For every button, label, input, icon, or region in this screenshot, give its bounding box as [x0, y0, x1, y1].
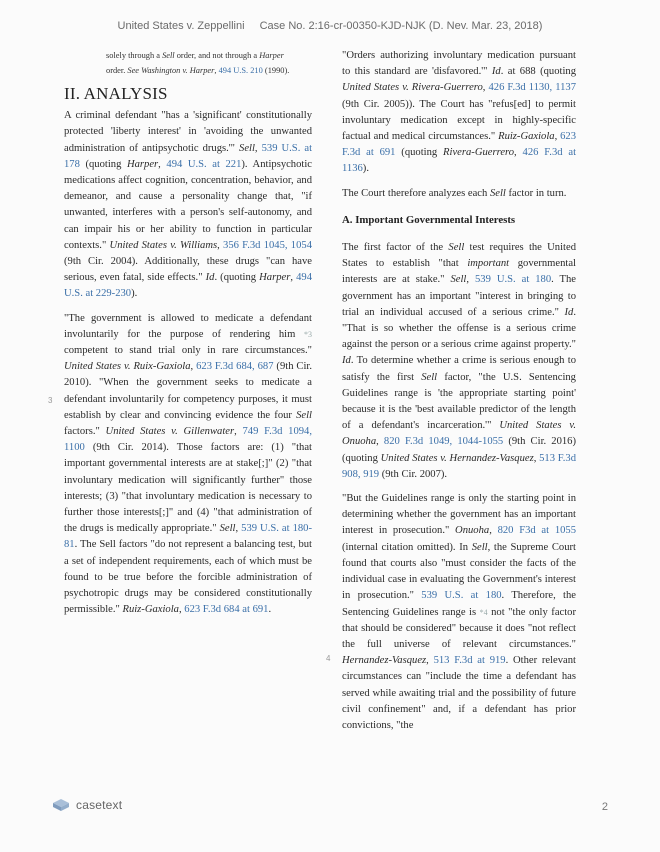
citation-link[interactable]: 513 F.3d at 919	[433, 655, 506, 667]
paragraph: "Orders authorizing involuntary medication pursuant to this standard are 'disfavored.'" Id. at 688 (quoting United States v. Rivera-Guerrero, 426 F.3d 1130, 1137 (9th Cir. 2005)). The Court has "refus[ed] to permit involuntary medication except in highly-specific factual and medical circumstances." Ruiz-Gaxiola, 623 F.3d at 691 (quoting Rivera-Guerrero, 426 F.3d at 1136).	[342, 50, 577, 175]
page-star-marker: *3	[304, 329, 312, 339]
margin-page-marker: 4	[326, 654, 331, 663]
page-header	[0, 20, 660, 32]
paragraph: A criminal defendant "has a 'significant' constitutionally protected 'liberty interest' in 'avoiding the unwanted administration of antipsychotic drugs.'" Sell, 539 U.S. at 178 (quoting Harper, 494 U.S. at 221). Antipsychotic medications affect cognition, concentration, behavior, and demeanor, and cause a personality change that, "if unwanted, interferes with a person's self-autonomy, and can impair his or her ability to function in particular contexts." United States v. Williams, 356 F.3d 1045, 1054 (9th Cir. 2004). Additionally, these drugs "can have serious, even fatal, side effects." Id. (quoting Harper, 494 U.S. at 229-230).	[64, 110, 313, 300]
citation-link[interactable]: 623 F.3d at 691	[342, 131, 576, 159]
casetext-logo-icon	[52, 798, 70, 812]
brand-name: casetext	[76, 798, 123, 812]
citation-link[interactable]: 539 U.S. at 178	[64, 142, 313, 170]
subsection-heading: A. Important Governmental Interests	[342, 213, 516, 226]
citation-link[interactable]: 494 U.S. at 229-230	[64, 272, 312, 300]
page-footer	[52, 798, 608, 818]
citation-link[interactable]: 356 F.3d 1045, 1054	[223, 239, 312, 251]
casetext-logo[interactable]	[52, 798, 122, 812]
citation-link[interactable]: 749 F.3d 1094, 1100	[64, 426, 313, 454]
section-heading: II. ANALYSIS	[64, 84, 168, 103]
case-number: Case No. 2:16-cr-00350-KJD-NJK (D. Nev. Mar. 23, 2018)	[259, 20, 543, 32]
right-column	[342, 48, 576, 742]
left-column	[64, 48, 312, 627]
paragraph: The Court therefore analyzes each Sell factor in turn.	[342, 187, 567, 199]
citation-link[interactable]: 623 F.3d 684 at 691	[184, 604, 269, 616]
citation-link[interactable]: 820 F.3d 1049, 1044-1055	[383, 436, 504, 448]
page-number: 2	[601, 801, 608, 813]
citation-link[interactable]: 494 U.S. 210	[218, 66, 263, 75]
margin-page-marker: 3	[48, 396, 53, 405]
citation-link[interactable]: 539 U.S. at 180	[421, 590, 502, 602]
citation-link[interactable]: 623 F.3d 684, 687	[196, 361, 274, 373]
paragraph: "The government is allowed to medicate a defendant involuntarily for the purpose of rendering him *3 competent to stand trial only in rare circumstances." United States v. Ruix-Gaxiola, 623 F.3d 684, 687 (9th Cir. 2010). "When the government seeks to medicate a defendant involuntarily for competency purposes, it must establish by clear and convincing evidence the four Sell factors." United States v. Gillenwater, 749 F.3d 1094, 1100 (9th Cir. 2014). Those factors are: (1) "that important governmental interests are at stake[;]" (2) "that involuntary medication will significantly further" those interests; (3) "that involuntary medication is necessary to further those interests[;]" and (4) "that administration of the drugs is medically appropriate." Sell, 539 U.S. at 180-81. The Sell factors "do not represent a balancing test, but a set of independent requirements, each of which must be found to be true before the forcible administration of psychotropic drugs may be considered constitutionally permissible." Ruiz-Gaxiola, 623 F.3d 684 at 691.	[64, 312, 313, 616]
footnote: solely through a Sell order, and not through a Harper order. See Washington v. Harper, 494 U.S. 210 (1990).	[106, 51, 290, 75]
page-star-marker: *4	[479, 607, 488, 617]
citation-link[interactable]: 426 F.3d at 1136	[342, 147, 577, 175]
citation-link[interactable]: 539 U.S. at 180-81	[64, 523, 312, 551]
citation-link[interactable]: 820 F3d at 1055	[497, 525, 577, 537]
paragraph: The first factor of the Sell test requires the United States to establish "that important governmental interests are at stake." Sell, 539 U.S. at 180. The government has an important "interest in bringing to trial an individual accused of a serious crime." Id. "That is so whether the offense is a serious crime against the person or a serious crime against property." Id. To determine whether a crime is serious enough to satisfy the first Sell factor, "the U.S. Sentencing Guidelines range is 'the appropriate starting point' because it is the 'best available predictor of the length of a defendant's incarceration.'" United States v. Onuoha, 820 F.3d 1049, 1044-1055 (9th Cir. 2016) (quoting United States v. Hernandez-Vasquez, 513 F.3d 908, 919 (9th Cir. 2007).	[342, 242, 577, 480]
citation-link[interactable]: 426 F.3d 1130, 1137	[488, 82, 576, 94]
citation-link[interactable]: 539 U.S. at 180	[474, 274, 552, 286]
citation-link[interactable]: 494 U.S. at 221	[166, 158, 242, 170]
case-name: United States v. Zeppellini	[117, 20, 245, 32]
paragraph: "But the Guidelines range is only the starting point in determining whether the government has an important interest in prosecution." Onuoha, 820 F3d at 1055 (internal citation omitted). In Sell, the Supreme Court found that courts also "must consider the facts of the individual case in evaluating the Government's interest in prosecution." 539 U.S. at 180. Therefore, the Sentencing Guidelines range is *4 not "the only factor that should be considered" because it does "not reflect the full universe of relevant circumstances." Hernandez-Vasquez, 513 F.3d at 919. Other relevant circumstances can "include the time a defendant has served while awaiting trial and the possibility of future civil confinement" and, if a defendant has prior convictions, "the	[342, 493, 577, 731]
citation-link[interactable]: 513 F.3d 908, 919	[342, 452, 577, 480]
